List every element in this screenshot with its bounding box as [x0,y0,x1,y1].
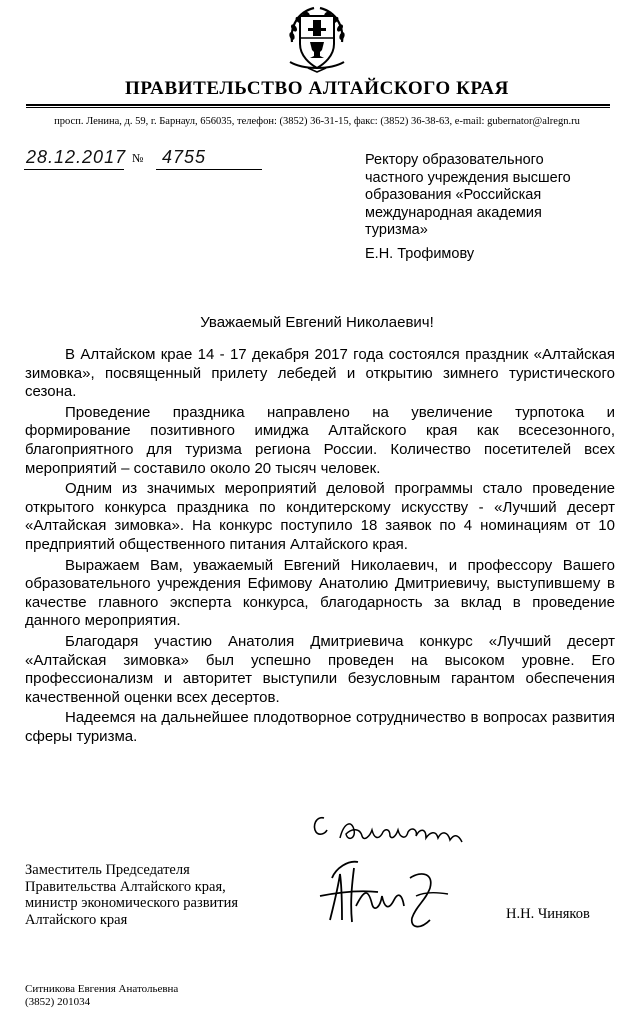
recipient-name: Е.Н. Трофимову [365,246,475,262]
header-divider-thin [26,107,610,108]
signer-position-line: Алтайского края [25,911,128,928]
government-title: ПРАВИТЕЛЬСТВО АЛТАЙСКОГО КРАЯ [125,78,509,99]
handwritten-signature-icon [312,848,462,938]
registration-number: 4755 [162,147,207,167]
executor-phone: (3852) 201034 [25,996,91,1008]
signer-position-line: Заместитель Председателя [25,862,190,878]
signer-position [25,862,325,928]
body-paragraph: Проведение праздника направлено на увеличение турпотока и формирование позитивного имиджа Алтайского края как всесезонного, благоприятного для туризма региона России. Количество посетителей всех мероприятий – составило около 20 тысяч человек. [25,403,615,477]
number-underline [156,169,262,170]
signer-position-line: Правительства Алтайского края, [25,878,226,895]
signer-position-line: министр экономического развития [25,895,239,911]
body-paragraph: Благодаря участию Анатолия Дмитриевича конкурс «Лучший десерт «Алтайская зимовка» был успешно проведен на высоком уровне. Его профессионализм и авторитет выступили безусловным гарантом обеспечения качественной оценки всех десертов. [25,632,615,706]
executor-block [25,983,178,1009]
greeting: Уважаемый Евгений Николаевич! [200,314,434,331]
registration-date: 28.12.2017 [26,147,127,167]
addressee-line: Ректору образовательного [365,152,544,168]
addressee-line: частного учреждения высшего [365,169,571,186]
addressee-line: образования «Российская [365,187,542,204]
header-divider-thick [26,104,610,106]
addressee-line: туризма» [365,222,428,239]
registration-number-label: № [132,151,144,165]
addressee-block [365,152,615,240]
addressee-line: международная академия [365,204,542,221]
body-paragraph: Надеемся на дальнейшее плодотворное сотрудничество в вопросах развития сферы туризма. [25,709,615,745]
body-paragraph: Выражаем Вам, уважаемый Евгений Николаевич, и профессору Вашего образовательного учреждения Ефимову Анатолию Дмитриевичу, выступившему в качестве главного эксперта конкурса, благодарность за вклад в проведение данного мероприятия. [25,556,615,630]
date-underline [24,169,124,170]
signer-name: Н.Н. Чиняков [506,906,590,922]
registration-line [24,147,264,171]
letter-body [25,346,615,746]
government-address: просп. Ленина, д. 59, г. Барнаул, 656035, телефон: (3852) 36-31-15, факс: (3852) 36-38-63, e-mail: gubernator@alregn.ru [54,116,580,127]
body-paragraph: Одним из значимых мероприятий деловой программы стало проведение открытого конкурса праздника по кондитерскому искусству - «Лучший десерт «Алтайская зимовка». На конкурс поступило 18 заявок по 4 номинациям от 10 предприятий общественного питания Алтайского края. [25,480,615,553]
body-paragraph: В Алтайском крае 14 - 17 декабря 2017 года состоялся праздник «Алтайская зимовка», посвященный прилету лебедей и открытию зимнего туристического сезона. [25,346,615,401]
executor-name: Ситникова Евгения Анатольевна [25,983,179,995]
altai-krai-coat-of-arms-icon [280,2,354,74]
